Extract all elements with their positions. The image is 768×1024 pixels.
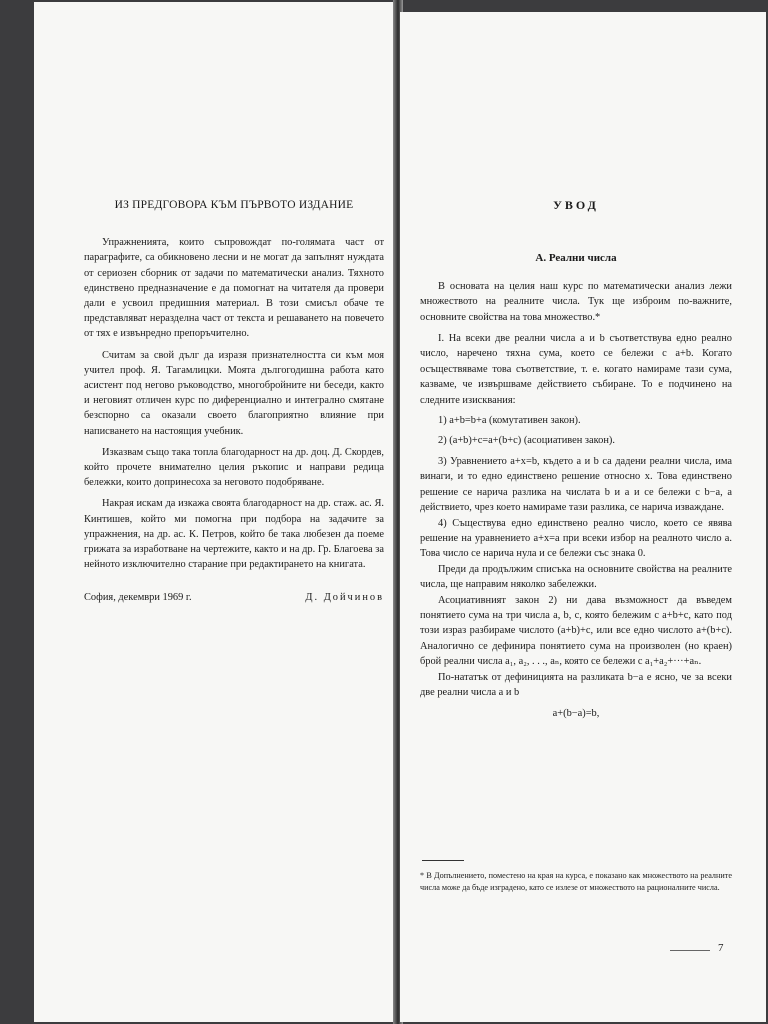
preface-paragraph-2: Считам за свой дълг да изразя признателността си към моя учител проф. Я. Тагамлицки. Моята дългогодишна работа като асистент под негово ръководство, многобройните ни беседи, както и неговият отличен курс по диференциално и интегрално смятане безспорно са оказали своето благоприятно влияние при написването на настоящия учебник. [84,349,384,437]
right-page-text [420,198,732,728]
associative-law: 2) (a+b)+c=a+(b+c) (асоциативен закон). [438,435,615,447]
zero-law: 4) Съществува едно единствено реално число, което се явява решение на уравнението a+x=a при всеки избор на реалното число a. Това число се нарича нула и се бележи със знака 0. [420,517,732,560]
author-name: Д. Дойчинов [305,592,384,604]
remarks-paragraph: Преди да продължим списъка на основните свойства на реалните числа, ще направим няколко забележки. [420,563,732,591]
footnote: * В Допълнението, поместено на края на курса, е показано как множеството на реалните числа може да бъде изградено, като се излезе от множеството на рационалните числа. [420,871,732,892]
commutative-law: 1) a+b=b+a (комутативен закон). [438,415,581,427]
pencil-mark [670,950,710,951]
intro-paragraph: В основата на целия наш курс по математически анализ лежи множеството на реалните числа. Тук ще изброим по-важните, основните свойства на това множество.* [420,280,732,323]
place-date: София, декември 1969 г. [84,592,192,604]
footnote-divider [422,860,464,861]
signature-row [84,590,384,605]
page-number: 7 [718,942,724,954]
preface-paragraph-4: Накрая искам да изкажа своята благодарност на др. стаж. ас. Я. Кинтишев, който ми помогна при подбора на задачите за упражнения, на др. ас. К. Петров, който бе така любезен да поеме грижата за изработване на чертежите, както и на др. Гр. Благоева за нейното изключително старание при редактирането на книгата. [84,498,384,571]
difference-formula: a+(b−a)=b, [552,708,600,720]
subtraction-law: 3) Уравнението a+x=b, където a и b са дадени реални числа, има винаги, и то едно единствено решение относно x. Това единствено решение се нарича разлика на числата b и a и се бележи с b−a, а действието, чрез което намираме тази разлика, се нарича изваждане. [420,455,732,514]
left-page-text [84,198,384,606]
property-1-paragraph: I. На всеки две реални числа a и b съответствува едно реално число, наречено тяхна сума, което се бележи с a+b. Когато осъществяваме това съответствие, т. е. когато намираме тази сума, казваме, че извършваме действието събиране. То е подчинено на следните изисквания: [420,333,732,406]
section-heading: А. Реални числа [535,252,617,265]
associative-sum-paragraph: Асоциативният закон 2) ни дава възможност да въведем понятието сума на три числа a, b, c, която бележим с a+b+c, като под този израз разбираме числото (a+b)+c, или все едно числото a+(b+c). Аналогично се дефинира понятието сума на произволен (но краен) брой реални числа a₁, a₂, . . ., aₙ, която се бележи с a₁+a₂+···+aₙ. [420,594,732,668]
preface-paragraph-3: Изказвам също така топла благодарност на др. доц. Д. Скордев, който прочете внимателно целия ръкопис и направи редица бележки, които допринесоха за неговото подобряване. [84,446,384,489]
preface-paragraph-1: Упражненията, които съпровождат по-голямата част от параграфите, са обикновено лесни и не могат да запълнят нуждата от сериозен сборник от задачи по математически анализ. Тяхното единствено предназначение е да помогнат на читателя да провери дали е усвоил предишния материал. В този смисъл обаче те представляват неразделна част от текста и решаването на повечето от тях е извънредно препоръчително. [84,237,384,340]
preface-heading: ИЗ ПРЕДГОВОРА КЪМ ПЪРВОТО ИЗДАНИЕ [114,199,354,211]
left-page [34,2,397,1022]
introduction-heading: УВОД [553,198,599,212]
difference-paragraph: По-нататък от дефиницията на разликата b−a е ясно, че за всеки две реални числа a и b [420,671,732,698]
right-page [400,12,766,1022]
